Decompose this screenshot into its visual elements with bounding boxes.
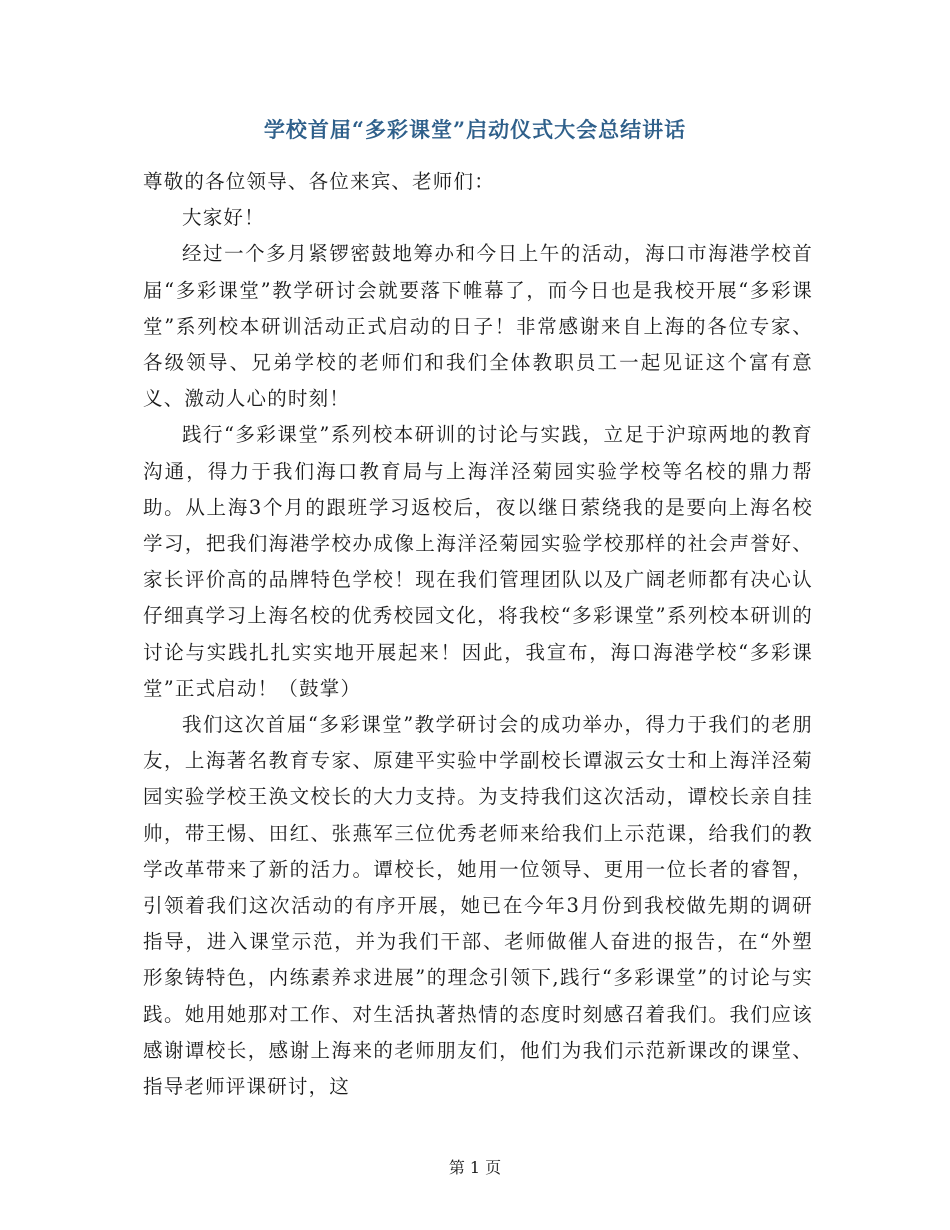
paragraph-launch: 践行“多彩课堂”系列校本研训的讨论与实践，立足于沪琼两地的教育沟通，得力于我们海口教育局与上海洋泾菊园实验学校等名校的鼎力帮助。从上海3个月的跟班学习返校后，夜以继日萦绕我的是要向上海名校学习，把我们海港学校办成像上海洋泾菊园实验学校那样的社会声誉好、家长评价高的品牌特色学校！现在我们管理团队以及广阔老师都有决心认仔细真学习上海名校的优秀校园文化，将我校“多彩课堂”系列校本研训的讨论与实践扎扎实实地开展起来！因此，我宣布，海口海港学校“多彩课堂”正式启动！（鼓掌） (143, 423, 813, 700)
paragraph-opening: 经过一个多月紧锣密鼓地筹办和今日上午的活动，海口市海港学校首届“多彩课堂”教学研讨会就要落下帷幕了，而今日也是我校开展“多彩课堂”系列校本研训活动正式启动的日子！非常感谢来自上海的各位专家、各级领导、兄弟学校的老师们和我们全体教职员工一起见证这个富有意义、激动人心的时刻！ (143, 242, 813, 411)
page-number: 第 1 页 (448, 1158, 502, 1177)
paragraph-greeting: 大家好！ (182, 206, 265, 230)
document-body (143, 164, 813, 1105)
paragraph-thanks: 我们这次首届“多彩课堂”教学研讨会的成功举办，得力于我们的老朋友，上海著名教育专家、原建平实验中学副校长谭淑云女士和上海洋泾菊园实验学校王涣文校长的大力支持。为支持我们这次活动，谭校长亲自挂帅，带王惕、田红、张燕军三位优秀老师来给我们上示范课，给我们的教学改革带来了新的活力。谭校长，她用一位领导、更用一位长者的睿智，引领着我们这次活动的有序开展，她已在今年3月份到我校做先期的调研指导，进入课堂示范，并为我们干部、老师做催人奋进的报告，在“外塑形象铸特色，内练素养求进展”的理念引领下,践行“多彩课堂”的讨论与实践。她用她那对工作、对生活执著热情的态度时刻感召着我们。我们应该感谢谭校长，感谢上海来的老师朋友们，他们为我们示范新课改的课堂、指导老师评课研讨，这 (143, 713, 813, 1099)
salutation: 尊敬的各位领导、各位来宾、老师们： (143, 170, 495, 193)
document-title: 学校首届“多彩课堂”启动仪式大会总结讲话 (263, 117, 687, 142)
